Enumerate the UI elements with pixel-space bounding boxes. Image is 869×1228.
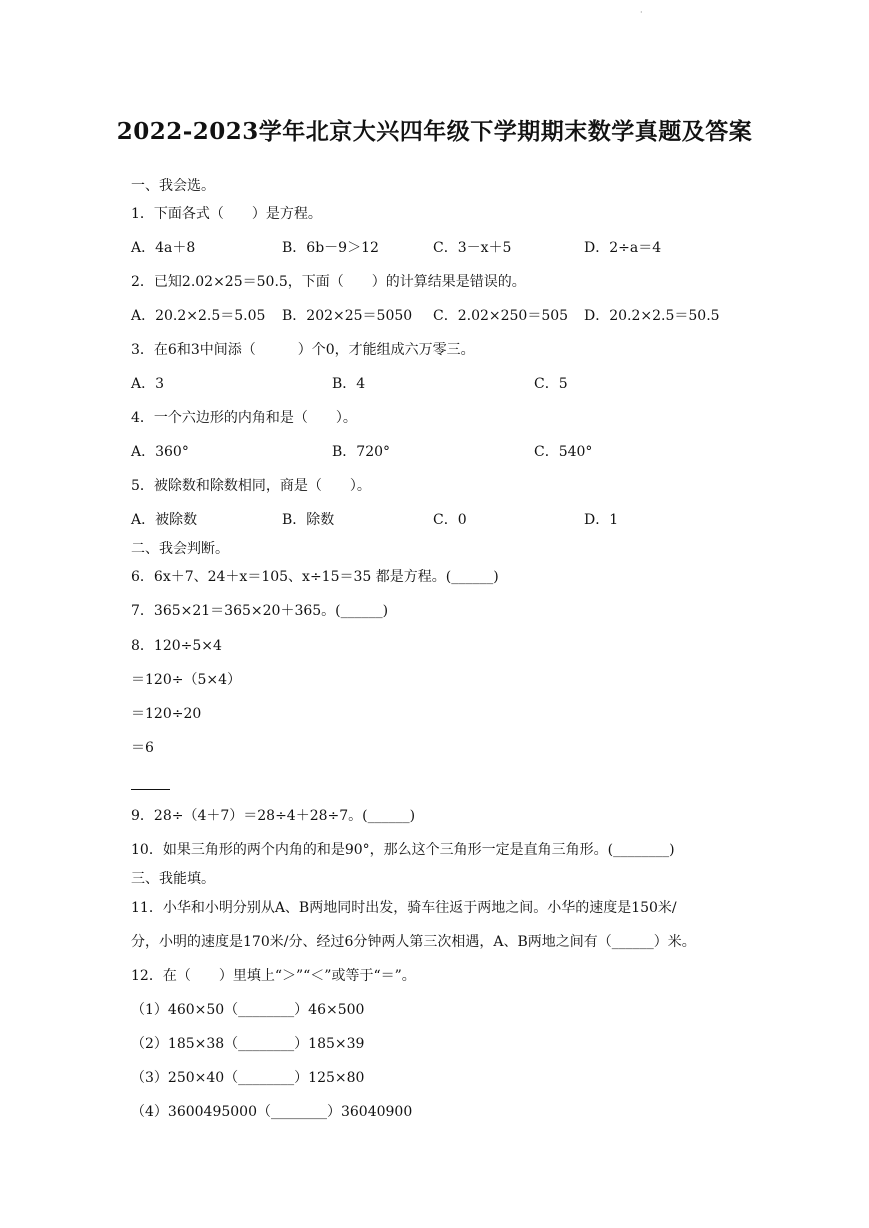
question-12-item-2: （2）185×38（________）185×39 — [131, 1036, 365, 1052]
q2-option-d: D．20.2×2.5＝50.5 — [584, 308, 720, 324]
question-5-stem: 5．被除数和除数相同，商是（ ）。 — [131, 478, 371, 494]
q3-option-a: A．3 — [131, 376, 165, 392]
section-heading-2: 二、我会判断。 — [131, 541, 229, 557]
question-8-line-2: ＝120÷（5×4） — [131, 672, 241, 688]
q5-option-c: C．0 — [433, 512, 467, 528]
q1-option-d: D．2÷a＝4 — [584, 240, 662, 256]
q5-option-a: A．被除数 — [131, 512, 198, 528]
question-9: 9．28÷（4＋7）＝28÷4＋28÷7。(______) — [131, 808, 416, 824]
question-8-line-3: ＝120÷20 — [131, 706, 202, 722]
question-8-line-4: ＝6 — [131, 740, 154, 756]
q1-option-a: A．4a＋8 — [131, 240, 196, 256]
question-11-line-1: 11．小华和小明分别从A、B两地同时出发，骑车往返于两地之间。小华的速度是150米/ — [131, 900, 677, 916]
q2-option-a: A．20.2×2.5＝5.05 — [131, 308, 266, 324]
section-heading-1: 一、我会选。 — [131, 178, 215, 194]
page-mark: · — [640, 8, 643, 17]
q5-option-b: B．除数 — [282, 512, 335, 528]
question-4-stem: 4．一个六边形的内角和是（ ）。 — [131, 410, 357, 426]
question-2-stem: 2．已知2.02×25＝50.5，下面（ ）的计算结果是错误的。 — [131, 274, 526, 290]
q3-option-b: B．4 — [332, 376, 366, 392]
page-title: 2022-2023学年北京大兴四年级下学期期末数学真题及答案 — [116, 118, 753, 145]
section-heading-3: 三、我能填。 — [131, 871, 215, 887]
q2-option-c: C．2.02×250＝505 — [433, 308, 569, 324]
question-12-item-3: （3）250×40（________）125×80 — [131, 1070, 365, 1086]
q4-option-c: C．540° — [534, 444, 593, 460]
question-7: 7．365×21＝365×20＋365。(______) — [131, 603, 389, 619]
q4-option-b: B．720° — [332, 444, 391, 460]
q1-option-b: B．6b－9＞12 — [282, 240, 379, 256]
q2-option-b: B．202×25＝5050 — [282, 308, 413, 324]
question-12-item-4: （4）3600495000（________）36040900 — [131, 1104, 413, 1120]
question-12-stem: 12．在（ ）里填上“＞”“＜”或等于“＝”。 — [131, 968, 416, 984]
question-8-line-1: 8．120÷5×4 — [131, 638, 222, 654]
question-12-item-1: （1）460×50（________）46×500 — [131, 1002, 365, 1018]
question-3-stem: 3．在6和3中间添（ ）个0，才能组成六万零三。 — [131, 342, 475, 358]
question-1-stem: 1．下面各式（ ）是方程。 — [131, 206, 322, 222]
question-10: 10．如果三角形的两个内角的和是90°，那么这个三角形一定是直角三角形。(________) — [131, 842, 675, 858]
q3-option-c: C．5 — [534, 376, 568, 392]
question-6: 6．6x＋7、24＋x＝105、x÷15＝35 都是方程。(______) — [131, 569, 499, 585]
q5-option-d: D．1 — [584, 512, 619, 528]
question-11-line-2: 分，小明的速度是170米/分、经过6分钟两人第三次相遇，A、B两地之间有（______）米。 — [131, 934, 696, 950]
answer-blank-line — [131, 789, 170, 790]
q1-option-c: C．3－x＋5 — [433, 240, 512, 256]
q4-option-a: A．360° — [131, 444, 189, 460]
